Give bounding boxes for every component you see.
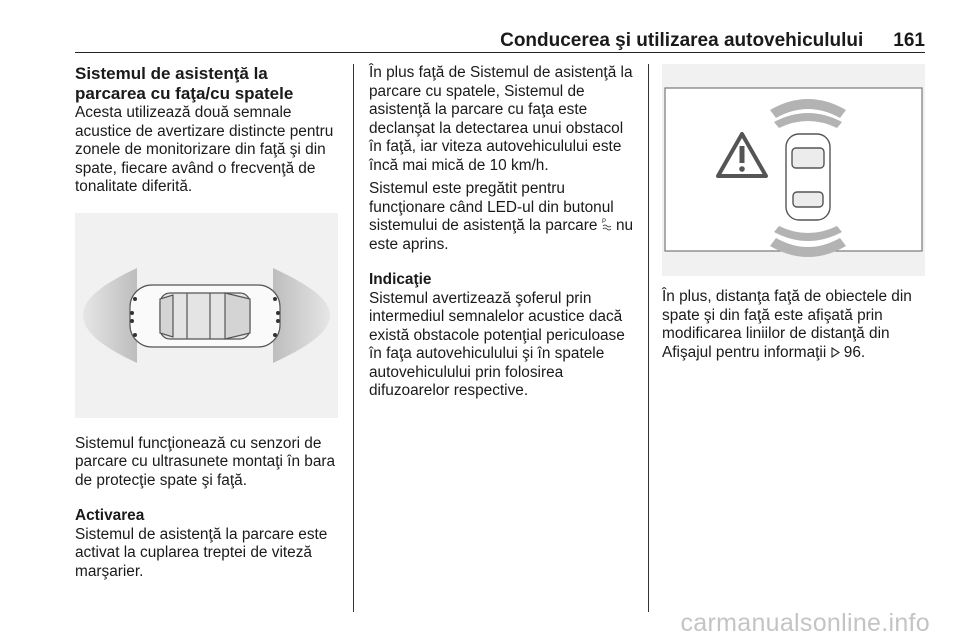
display-figure	[662, 64, 925, 276]
readiness-paragraph: Sistemul este pregătit pentru funcţionare când LED-ul din butonul sistemului de asistenţă la parcare P nu este aprins.	[369, 180, 634, 253]
note-paragraph: Sistemul avertizează şoferul prin intermediul semnalelor acustice dacă există obstacole potenţial periculoase în faţa autovehiculului şi în spatele autovehiculului prin folosirea difuzoarelor respective.	[369, 289, 625, 399]
watermark: carmanualsonline.info	[680, 609, 930, 637]
column-3	[662, 64, 925, 362]
cross-reference-page[interactable]: 96	[843, 343, 861, 361]
section-title: Sistemul de asistenţă la parcarea cu faţa/cu spatele	[75, 64, 294, 103]
front-sensor-zone	[273, 268, 330, 363]
rear-sensor-zone	[83, 268, 137, 363]
cross-reference-arrow-icon	[831, 347, 840, 358]
column-1	[75, 64, 340, 581]
note-title: Indicaţie	[369, 271, 432, 288]
car-sensor-zones-illustration	[75, 213, 338, 418]
chapter-title: Conducerea şi utilizarea autovehiculului	[500, 30, 864, 51]
svg-text:P: P	[601, 219, 606, 225]
front-assist-paragraph: În plus faţă de Sistemul de asistenţă la parcare cu spatele, Sistemul de asistenţă la parcare cu faţa este declanşat la detectarea unui obstacol în faţă, iar viteza autovehiculului este încă mai mică de 10 km/h.	[369, 64, 633, 174]
intro-paragraph: Acesta utilizează două semnale acustice de avertizare distincte pentru zonele de monitorizare din faţă şi din spate, fiecare având o frecvenţă de tonalitate diferită.	[75, 104, 334, 195]
parking-assist-button-icon	[602, 217, 612, 231]
parking-sensor-figure	[75, 213, 338, 418]
column-divider-1	[353, 64, 354, 612]
column-2	[369, 64, 635, 401]
activation-title: Activarea	[75, 507, 145, 524]
car-outline	[786, 134, 830, 220]
header-rule	[75, 52, 925, 53]
info-display-illustration	[662, 64, 925, 276]
sensors-paragraph: Sistemul funcţionează cu senzori de parcare cu ultrasunete montaţi în bara de protecţie spate şi faţă.	[75, 434, 336, 489]
car-top-view	[130, 285, 280, 347]
column-divider-2	[648, 64, 649, 612]
activation-paragraph: Sistemul de asistenţă la parcare este activat la cuplarea treptei de viteză marşarier.	[75, 525, 328, 580]
page-header	[75, 22, 925, 52]
page-number: 161	[893, 30, 925, 51]
distance-display-paragraph: În plus, distanţa faţă de obiectele din spate şi din faţă este afişată prin modificarea liniilor de distanţă din Afişajul pentru informaţii 96.	[662, 288, 912, 361]
